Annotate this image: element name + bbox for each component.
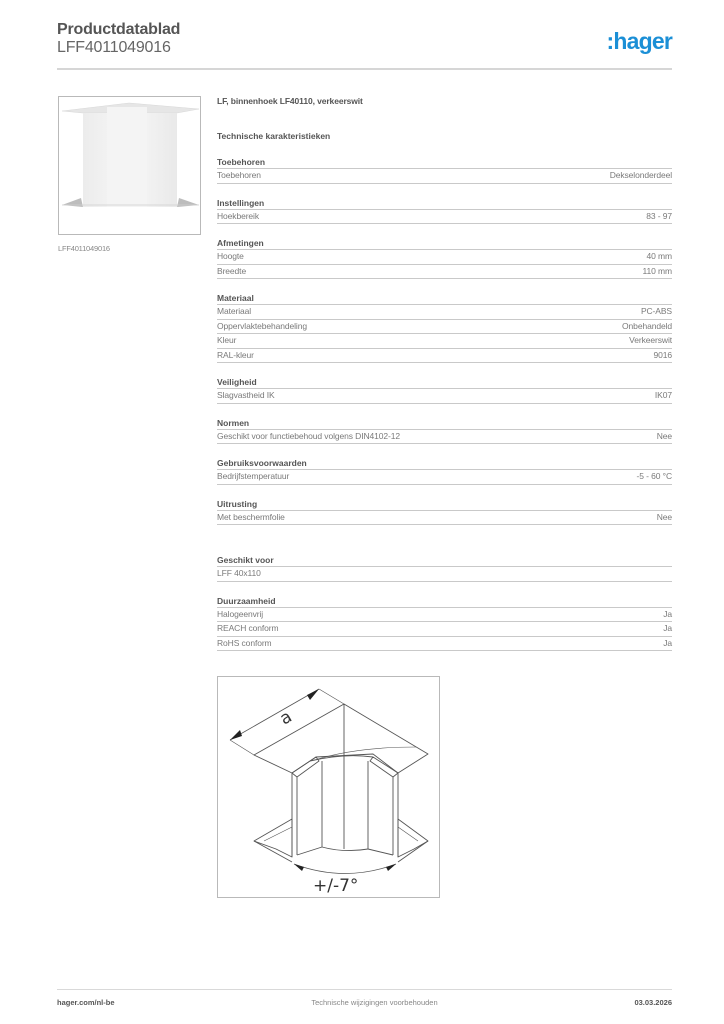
spec-label: Hoogte xyxy=(217,251,244,261)
section-title: Toebehoren xyxy=(217,157,672,169)
section-afmetingen xyxy=(217,238,672,279)
document-footer xyxy=(57,998,672,1008)
document-title: Productdatablad xyxy=(57,21,181,38)
spec-value: Nee xyxy=(656,511,672,522)
spec-label: Toebehoren xyxy=(217,170,261,180)
footer-divider xyxy=(57,989,672,990)
spec-row xyxy=(217,637,672,652)
section-normen xyxy=(217,418,672,445)
section-materiaal xyxy=(217,293,672,363)
section-duurzaamheid xyxy=(217,596,672,652)
spec-row xyxy=(217,389,672,404)
spec-row xyxy=(217,349,672,364)
header-divider xyxy=(57,68,672,70)
dimension-label: a xyxy=(276,706,296,730)
spec-label: Met beschermfolie xyxy=(217,511,285,522)
section-instellingen xyxy=(217,198,672,225)
section-toebehoren xyxy=(217,157,672,184)
spec-row xyxy=(217,608,672,623)
spec-label: Slagvastheid IK xyxy=(217,390,275,400)
tech-characteristics-title: Technische karakteristieken xyxy=(217,131,331,141)
section-gebruiksvoorwaarden xyxy=(217,458,672,485)
website-link[interactable]: hager.com/nl-be xyxy=(57,998,115,1007)
section-title: Geschikt voor xyxy=(217,555,672,567)
angle-label: +/-7° xyxy=(313,876,359,896)
section-geschikt-voor xyxy=(217,555,672,582)
hager-logo: :hager xyxy=(606,28,672,54)
spec-row xyxy=(217,567,672,582)
spec-value: 40 mm xyxy=(646,251,672,261)
section-title: Instellingen xyxy=(217,198,672,210)
spec-value: 83 - 97 xyxy=(646,210,672,221)
spec-row xyxy=(217,265,672,280)
spec-label: Bedrijfstemperatuur xyxy=(217,471,290,481)
section-veiligheid xyxy=(217,377,672,404)
section-title: Duurzaamheid xyxy=(217,596,672,608)
section-uitrusting xyxy=(217,499,672,526)
section-title: Normen xyxy=(217,418,672,430)
spec-value: 110 mm xyxy=(642,265,672,276)
spec-value: 9016 xyxy=(653,349,672,360)
section-title: Afmetingen xyxy=(217,238,672,250)
product-image-caption: LFF4011049016 xyxy=(58,244,110,253)
spec-row xyxy=(217,169,672,184)
spec-value: Dekselonderdeel xyxy=(609,170,672,180)
spec-value: Nee xyxy=(656,430,672,441)
technical-drawing xyxy=(217,676,440,898)
spec-label: Hoekbereik xyxy=(217,210,259,221)
spec-label: Kleur xyxy=(217,335,237,345)
spec-value: Ja xyxy=(663,608,672,619)
spec-value: -5 - 60 °C xyxy=(636,471,672,481)
spec-row xyxy=(217,210,672,225)
spec-label: Breedte xyxy=(217,265,247,276)
product-image xyxy=(58,96,201,235)
section-title: Gebruiksvoorwaarden xyxy=(217,458,672,470)
spec-row xyxy=(217,430,672,445)
document-date: 03.03.2026 xyxy=(634,998,672,1007)
spec-row xyxy=(217,250,672,265)
spec-value: Verkeerswit xyxy=(629,335,672,345)
spec-label: Halogeenvrij xyxy=(217,608,264,619)
section-title: Materiaal xyxy=(217,293,672,305)
spec-row xyxy=(217,511,672,526)
spec-row xyxy=(217,305,672,320)
spec-label: Oppervlaktebehandeling xyxy=(217,320,307,331)
product-code: LFF4011049016 xyxy=(57,39,171,56)
spec-value: PC-ABS xyxy=(640,306,672,316)
spec-label: Materiaal xyxy=(217,306,252,316)
product-photo-icon xyxy=(59,97,201,235)
spec-label: LFF 40x110 xyxy=(217,568,261,578)
spec-value: Ja xyxy=(663,623,672,633)
section-title: Veiligheid xyxy=(217,377,672,389)
spec-value: Ja xyxy=(663,637,672,648)
spec-row xyxy=(217,622,672,637)
spec-row xyxy=(217,320,672,335)
spec-value: Onbehandeld xyxy=(622,320,672,331)
document-header xyxy=(57,20,672,57)
spacer xyxy=(217,525,672,541)
disclaimer-note: Technische wijzigingen voorbehouden xyxy=(311,998,438,1007)
spec-row xyxy=(217,470,672,485)
spec-value: IK07 xyxy=(654,390,672,400)
section-title: Uitrusting xyxy=(217,499,672,511)
product-name: LF, binnenhoek LF40110, verkeerswit xyxy=(217,96,363,106)
spec-label: RAL-kleur xyxy=(217,349,254,360)
spec-label: REACH conform xyxy=(217,623,279,633)
corner-drawing-icon xyxy=(218,677,439,897)
spec-content xyxy=(217,96,672,688)
spec-label: RoHS conform xyxy=(217,637,272,648)
spec-row xyxy=(217,334,672,349)
spec-label: Geschikt voor functiebehoud volgens DIN4102-12 xyxy=(217,430,400,441)
